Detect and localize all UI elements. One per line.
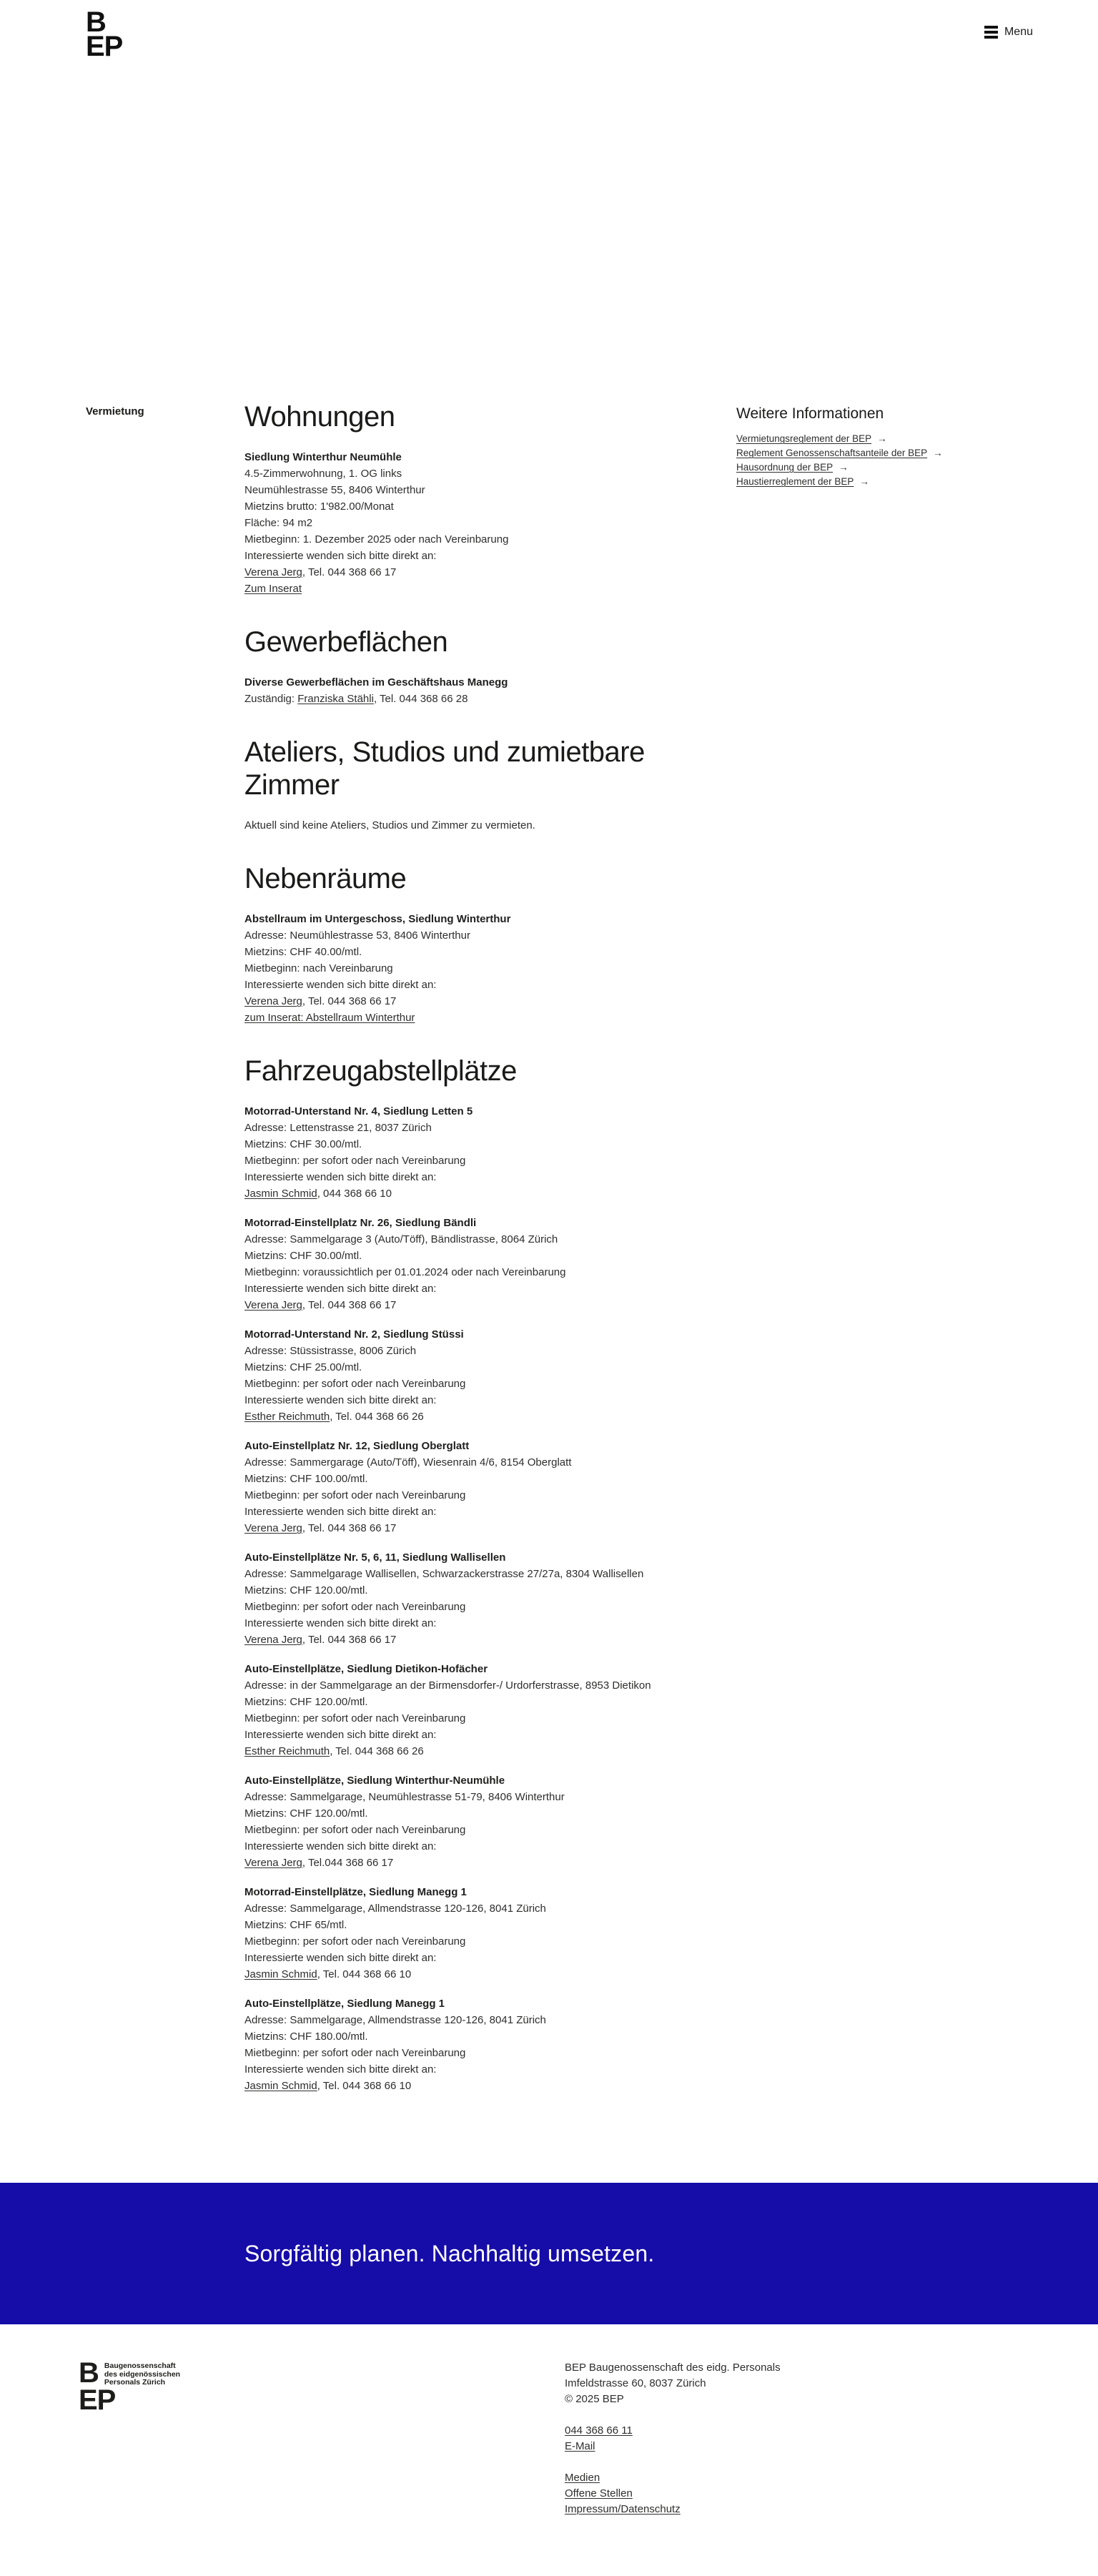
aside-link-item (736, 460, 1098, 475)
listing (244, 1326, 736, 1425)
listing-line: Mietbeginn: per sofort oder nach Vereinbarung (244, 1601, 466, 1613)
info-link[interactable]: Reglement Genossenschaftsanteile der BEP (736, 448, 928, 458)
info-link[interactable]: Vermietungsreglement der BEP (736, 433, 872, 444)
footer-contact-link[interactable]: E-Mail (565, 2440, 595, 2452)
main-content (0, 400, 1098, 2123)
listing-title: Abstellraum im Untergeschoss, Siedlung Winterthur (244, 913, 511, 925)
listing-line: Mietzins: CHF 65/mtl. (244, 1919, 347, 1931)
listing-line: Esther Reichmuth, Tel. 044 368 66 26 (244, 1745, 424, 1757)
listing (244, 1103, 736, 1202)
listing-line: 4.5-Zimmerwohnung, 1. OG links (244, 468, 402, 480)
aside-link-item (736, 432, 1098, 446)
listing-line: Verena Jerg, Tel. 044 368 66 17 (244, 1299, 397, 1311)
section (244, 736, 736, 834)
section-heading: Gewerbeflächen (244, 626, 448, 658)
listing-line: Mietbeginn: per sofort oder nach Vereinbarung (244, 1378, 466, 1390)
footer-logo-caption-line: des eidgenössischen (104, 2369, 181, 2379)
footer-logo-caption-line: Baugenossenschaft (104, 2362, 176, 2370)
menu-button[interactable] (984, 26, 1033, 39)
listing-line: Adresse: Sammelgarage Wallisellen, Schwarzackerstrasse 27/27a, 8304 Wallisellen (244, 1568, 644, 1580)
listing-line: Mietzins: CHF 120.00/mtl. (244, 1584, 368, 1597)
listing-line: Mietzins: CHF 100.00/mtl. (244, 1473, 368, 1485)
site-footer (0, 2324, 1098, 2576)
listing-title: Auto-Einstellplatz Nr. 12, Siedlung Oberglatt (244, 1440, 470, 1452)
listing (244, 1215, 736, 1313)
listing (244, 1884, 736, 1983)
nav-section-label: Vermietung (86, 405, 144, 418)
text-link[interactable]: Verena Jerg (244, 566, 302, 578)
listing-line: Interessierte wenden sich bitte direkt an: (244, 2063, 437, 2076)
text-link[interactable]: Verena Jerg (244, 1634, 302, 1646)
listing-line: Jasmin Schmid, Tel. 044 368 66 10 (244, 1968, 412, 1980)
aside-title: Weitere Informationen (736, 405, 884, 422)
listing-line: Mietbeginn: per sofort oder nach Vereinbarung (244, 2047, 466, 2059)
listing-line: Adresse: Sammelgarage, Allmendstrasse 120-126, 8041 Zürich (244, 2014, 546, 2026)
listing-title: Diverse Gewerbeflächen im Geschäftshaus Manegg (244, 676, 508, 689)
listing-line: Mietzins: CHF 25.00/mtl. (244, 1361, 362, 1373)
listing-line: Mietzins: CHF 120.00/mtl. (244, 1807, 368, 1820)
listing-line: Interessierte wenden sich bitte direkt an: (244, 1506, 437, 1518)
listing (244, 1661, 736, 1760)
listing-line: Interessierte wenden sich bitte direkt an: (244, 550, 437, 562)
listing-line: Mietbeginn: 1. Dezember 2025 oder nach Vereinbarung (244, 533, 509, 546)
footer-contact-link[interactable]: 044 368 66 11 (565, 2424, 633, 2437)
listing-line: Mietbeginn: per sofort oder nach Vereinbarung (244, 1712, 466, 1724)
listing-title: Siedlung Winterthur Neumühle (244, 451, 402, 463)
section (244, 400, 736, 597)
listing (244, 674, 736, 707)
listing (244, 911, 736, 1026)
footer-info (565, 2360, 781, 2533)
text-link[interactable]: Verena Jerg (244, 1299, 302, 1311)
listing-line: Verena Jerg, Tel. 044 368 66 17 (244, 995, 397, 1007)
footer-legal-link[interactable]: Impressum/Datenschutz (565, 2503, 681, 2515)
footer-logo-bep[interactable] (79, 2357, 181, 2416)
footer-legal-link-row (565, 2486, 781, 2502)
listing (244, 449, 736, 597)
logo-bep[interactable] (86, 6, 123, 62)
listing-line: Adresse: Sammelgarage, Neumühlestrasse 51-79, 8406 Winterthur (244, 1791, 565, 1803)
footer-legal-link-row (565, 2502, 781, 2517)
info-aside (736, 400, 1098, 2123)
listing-line: Verena Jerg, Tel. 044 368 66 17 (244, 1634, 397, 1646)
listing-line: Adresse: Lettenstrasse 21, 8037 Zürich (244, 1122, 432, 1134)
menu-label: Menu (1004, 26, 1033, 38)
footer-legal-link-row (565, 2470, 781, 2486)
footer-left (79, 2357, 565, 2533)
arrow-right-icon: → (877, 433, 887, 444)
footer-company-block (565, 2360, 781, 2407)
listing-line: Zuständig: Franziska Stähli, Tel. 044 368 66 28 (244, 693, 468, 705)
listing (244, 1772, 736, 1871)
footer-legal-links (565, 2470, 781, 2517)
listing-line (244, 1010, 736, 1026)
listing-line: Interessierte wenden sich bitte direkt an: (244, 979, 437, 991)
listing-line: Interessierte wenden sich bitte direkt an: (244, 1394, 437, 1406)
listing-line: Interessierte wenden sich bitte direkt an: (244, 1840, 437, 1852)
listing-line: Mietbeginn: nach Vereinbarung (244, 962, 393, 974)
listing (244, 1438, 736, 1536)
text-link[interactable]: Verena Jerg (244, 995, 302, 1007)
text-link[interactable]: zum Inserat: Abstellraum Winterthur (244, 1012, 415, 1024)
listing-title: Motorrad-Unterstand Nr. 4, Siedlung Letten 5 (244, 1105, 473, 1117)
text-link[interactable]: Esther Reichmuth (244, 1411, 330, 1423)
text-link[interactable]: Zum Inserat (244, 583, 302, 595)
footer-logo-letters-ep: EP (79, 2384, 116, 2416)
footer-legal-link[interactable]: Medien (565, 2472, 600, 2484)
text-link[interactable]: Jasmin Schmid (244, 2080, 317, 2092)
footer-logo-letter-b: B (79, 2357, 99, 2389)
listing-line: Mietbeginn: per sofort oder nach Vereinbarung (244, 1489, 466, 1501)
listings-column (244, 400, 736, 2123)
listing-line: Mietbeginn: voraussichtlich per 01.01.2024 oder nach Vereinbarung (244, 1266, 566, 1278)
listing (244, 1549, 736, 1648)
section-heading: Fahrzeugabstellplätze (244, 1055, 517, 1087)
listing-line: Mietzins: CHF 180.00/mtl. (244, 2030, 368, 2043)
listing-line: Mietzins: CHF 30.00/mtl. (244, 1138, 362, 1150)
listing-title: Auto-Einstellplätze, Siedlung Winterthur-Neumühle (244, 1775, 505, 1787)
listing-line: Interessierte wenden sich bitte direkt an: (244, 1729, 437, 1741)
arrow-right-icon: → (933, 448, 943, 458)
section-note: Aktuell sind keine Ateliers, Studios und Zimmer zu vermieten. (244, 819, 535, 831)
logo-letter-b: B (86, 6, 106, 38)
footer-contact-link-row (565, 2439, 781, 2454)
listing-line: Adresse: Stüssistrasse, 8006 Zürich (244, 1345, 417, 1357)
text-link[interactable]: Franziska Stähli (297, 693, 374, 705)
listing-line: Mietzins: CHF 120.00/mtl. (244, 1696, 368, 1708)
listing-line: Jasmin Schmid, Tel. 044 368 66 10 (244, 2080, 412, 2092)
aside-link-item (736, 446, 1098, 460)
section (244, 626, 736, 707)
hamburger-icon (984, 26, 998, 39)
listing-line: Adresse: Neumühlestrasse 53, 8406 Winterthur (244, 929, 470, 942)
listing-line: Adresse: Sammergarage (Auto/Töff), Wiesenrain 4/6, 8154 Oberglatt (244, 1456, 572, 1469)
banner-slogan: Sorgfältig planen. Nachhaltig umsetzen. (244, 2240, 655, 2266)
listing-title: Auto-Einstellplätze, Siedlung Dietikon-Hofächer (244, 1663, 488, 1675)
listing-line: Adresse: Sammelgarage 3 (Auto/Töff), Bändlistrasse, 8064 Zürich (244, 1233, 558, 1245)
section-heading: Wohnungen (244, 401, 395, 433)
section-heading: Nebenräume (244, 863, 407, 894)
section (244, 1055, 736, 2094)
listing-title: Auto-Einstellplätze, Siedlung Manegg 1 (244, 1998, 445, 2010)
info-link[interactable]: Haustierreglement der BEP (736, 476, 854, 487)
footer-logo-caption-line: Personals Zürich (104, 2378, 166, 2387)
text-link[interactable]: Verena Jerg (244, 1857, 302, 1869)
aside-link-list (736, 432, 1098, 489)
footer-company-line: Imfeldstrasse 60, 8037 Zürich (565, 2377, 706, 2389)
arrow-right-icon: → (839, 462, 849, 473)
logo-letters-ep: EP (86, 31, 123, 62)
listing-line: Neumühlestrasse 55, 8406 Winterthur (244, 484, 425, 496)
listing-line: Adresse: in der Sammelgarage an der Birmensdorfer-/ Urdorferstrasse, 8953 Dietikon (244, 1679, 651, 1692)
info-link[interactable]: Hausordnung der BEP (736, 462, 834, 473)
listing-title: Motorrad-Unterstand Nr. 2, Siedlung Stüssi (244, 1328, 464, 1341)
slogan-banner (0, 2183, 1098, 2324)
listing-line: Mietzins: CHF 40.00/mtl. (244, 946, 362, 958)
listing-line: Mietbeginn: per sofort oder nach Vereinbarung (244, 1155, 466, 1167)
listing-line: Interessierte wenden sich bitte direkt an: (244, 1283, 437, 1295)
footer-company-line: BEP Baugenossenschaft des eidg. Personals (565, 2362, 781, 2374)
listing-line: Adresse: Sammelgarage, Allmendstrasse 120-126, 8041 Zürich (244, 1903, 546, 1915)
text-link[interactable]: Verena Jerg (244, 1522, 302, 1534)
listing-line: Jasmin Schmid, 044 368 66 10 (244, 1188, 392, 1200)
footer-logo-caption (104, 2360, 180, 2387)
listing-line: Verena Jerg, Tel. 044 368 66 17 (244, 1522, 397, 1534)
listing-title: Motorrad-Einstellplätze, Siedlung Manegg 1 (244, 1886, 467, 1898)
listing-line: Mietzins brutto: 1'982.00/Monat (244, 500, 394, 513)
arrow-right-icon: → (859, 476, 869, 487)
text-link[interactable]: Esther Reichmuth (244, 1745, 330, 1757)
listing-line: Interessierte wenden sich bitte direkt an: (244, 1952, 437, 1964)
text-link[interactable]: Jasmin Schmid (244, 1968, 317, 1980)
footer-company-line: © 2025 BEP (565, 2393, 624, 2405)
listing-line: Esther Reichmuth, Tel. 044 368 66 26 (244, 1411, 424, 1423)
listing-line: Fläche: 94 m2 (244, 517, 313, 529)
listing-line: Mietbeginn: per sofort oder nach Vereinbarung (244, 1824, 466, 1836)
listing-line: Mietbeginn: per sofort oder nach Vereinbarung (244, 1935, 466, 1948)
section-heading: Ateliers, Studios und zumietbare Zimmer (244, 736, 645, 801)
text-link[interactable]: Jasmin Schmid (244, 1188, 317, 1200)
site-header (0, 0, 1098, 75)
section (244, 862, 736, 1026)
footer-legal-link[interactable]: Offene Stellen (565, 2487, 633, 2499)
footer-contact-links (565, 2423, 781, 2454)
listing-line: Verena Jerg, Tel. 044 368 66 17 (244, 566, 397, 578)
listing-title: Auto-Einstellplätze Nr. 5, 6, 11, Siedlung Wallisellen (244, 1551, 506, 1564)
listing-line: Interessierte wenden sich bitte direkt an: (244, 1171, 437, 1183)
aside-link-item (736, 475, 1098, 489)
listing-line: Mietzins: CHF 30.00/mtl. (244, 1250, 362, 1262)
listing (244, 1995, 736, 2094)
listing-line (244, 581, 736, 597)
listing-title: Motorrad-Einstellplatz Nr. 26, Siedlung Bändli (244, 1217, 477, 1229)
listing-line: Verena Jerg, Tel.044 368 66 17 (244, 1857, 394, 1869)
listing-line: Interessierte wenden sich bitte direkt an: (244, 1617, 437, 1629)
left-nav-column (86, 400, 244, 2123)
footer-contact-link-row (565, 2423, 781, 2439)
